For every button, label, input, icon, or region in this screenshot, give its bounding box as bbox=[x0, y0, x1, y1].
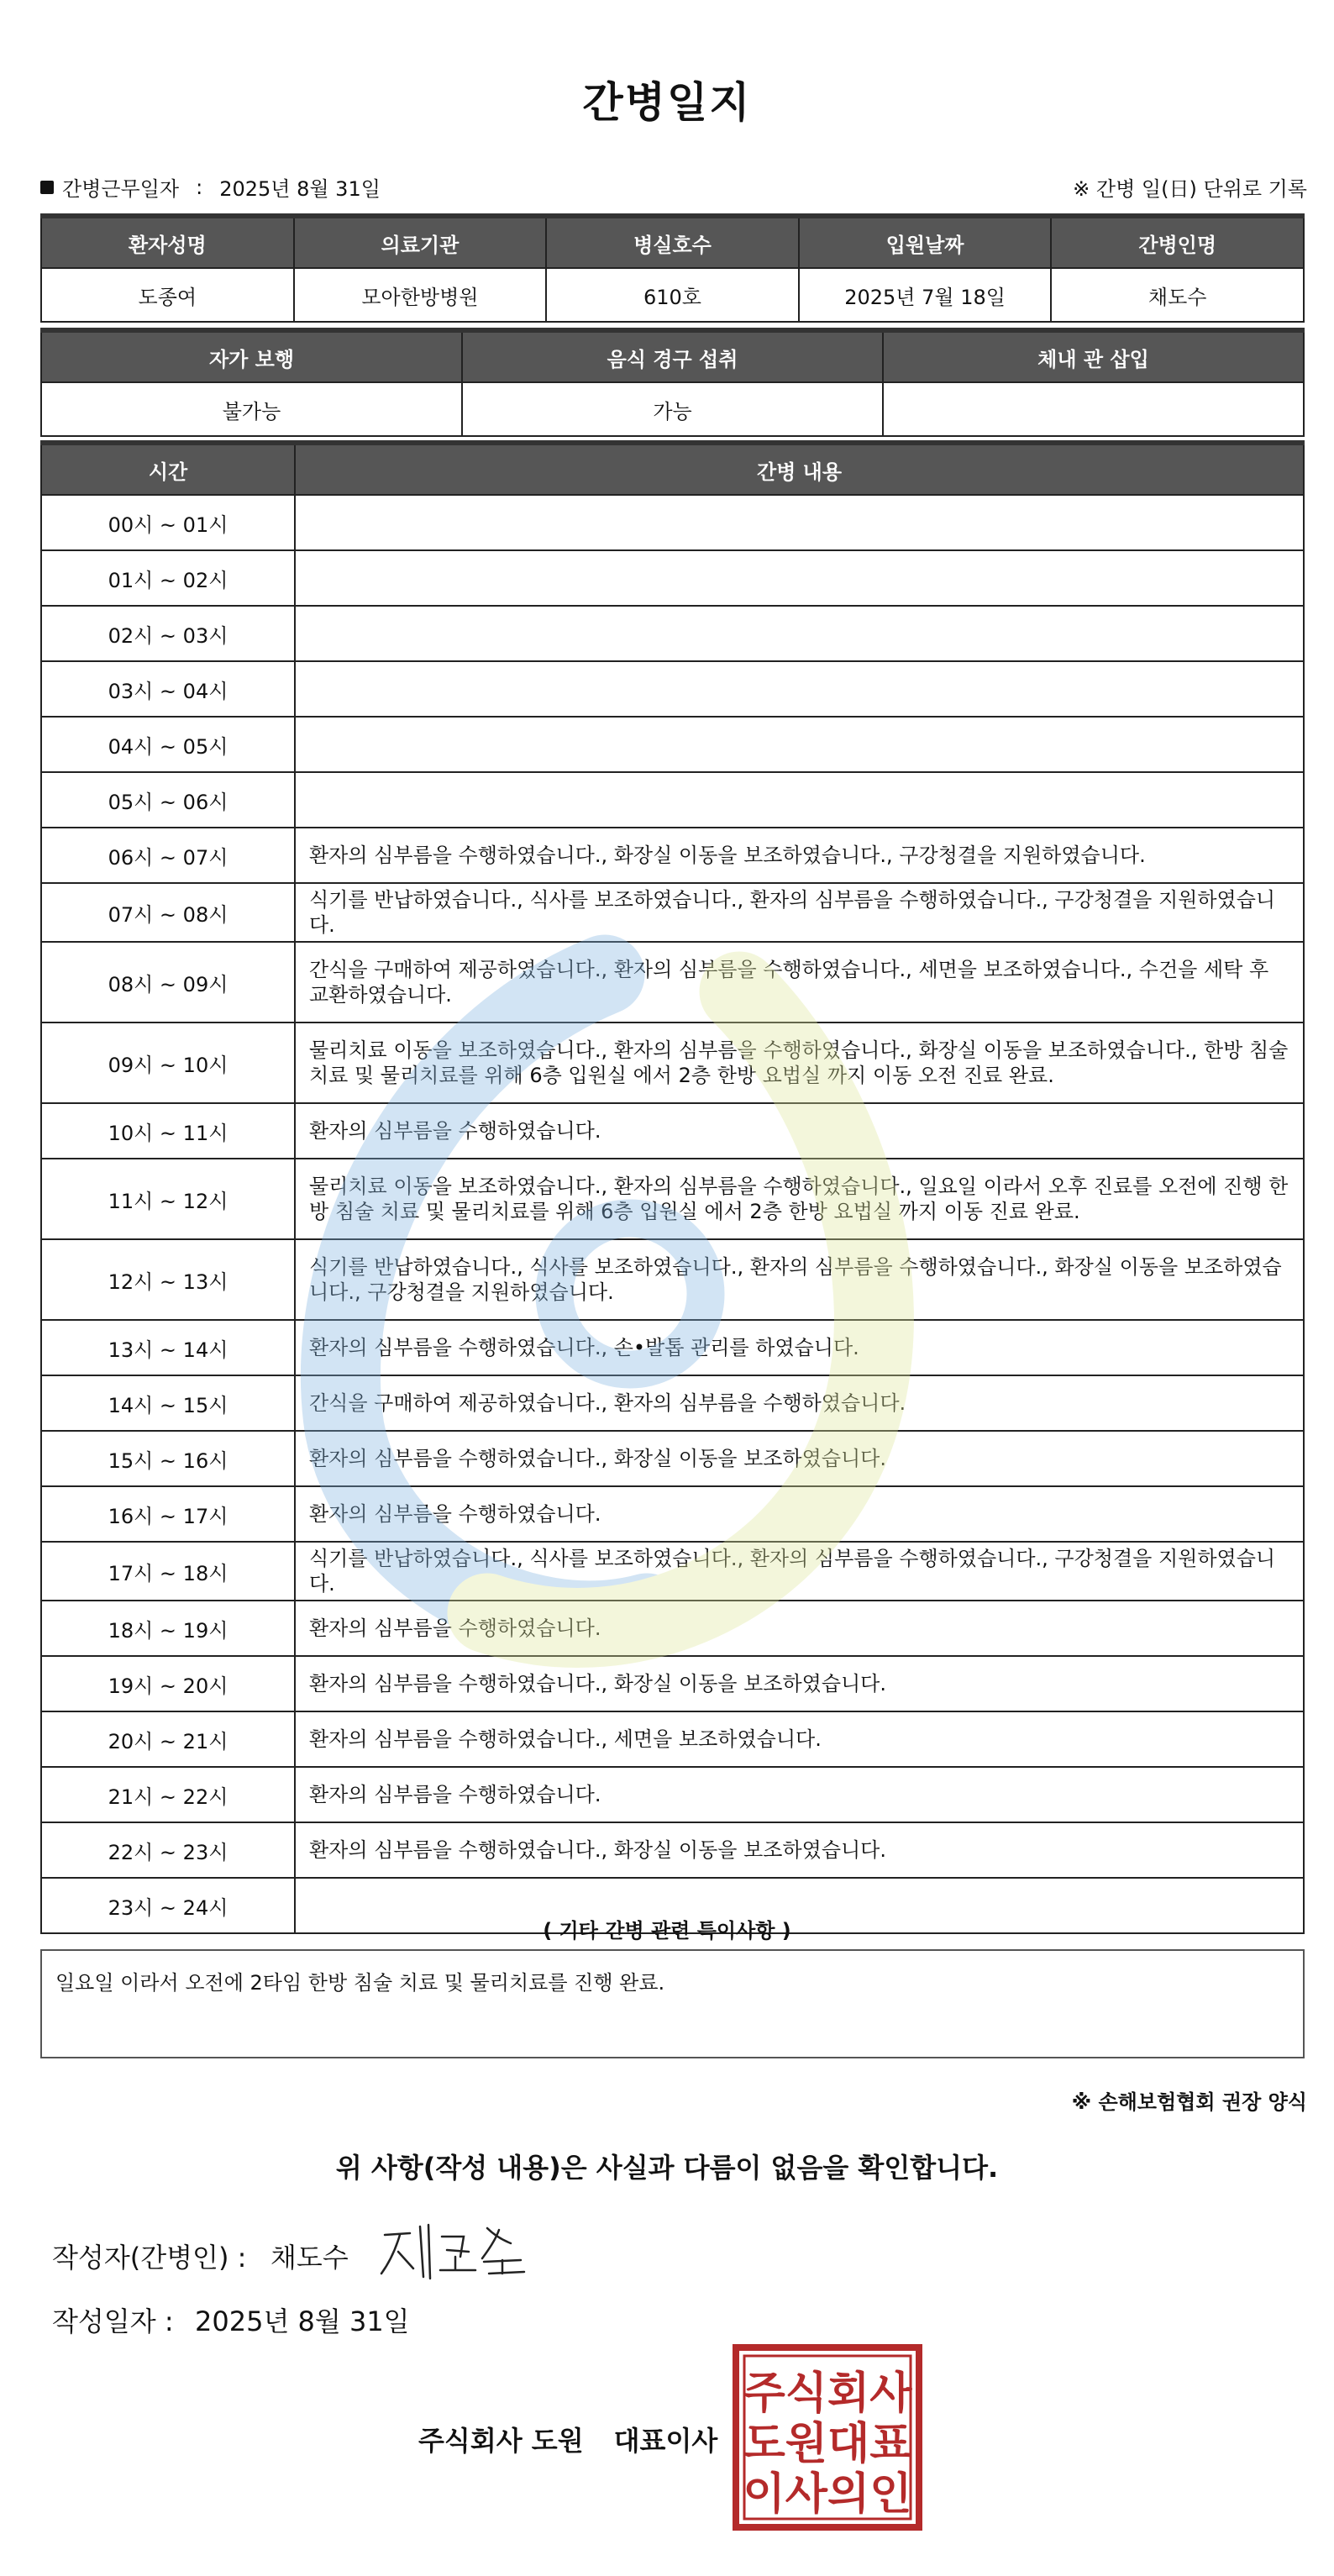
log-time-cell: 14시 ~ 15시 bbox=[41, 1375, 295, 1431]
log-content-cell: 물리치료 이동을 보조하였습니다., 환자의 심부름을 수행하였습니다., 화장실 이동을 보조하였습니다., 한방 침술 치료 및 물리치료를 위해 6층 입원실 에서 2층 한방 요법실 까지 이동 오전 진료 완료. bbox=[295, 1023, 1304, 1103]
log-content-cell: 간식을 구매하여 제공하였습니다., 환자의 심부름을 수행하였습니다. bbox=[295, 1375, 1304, 1431]
seal-line-2: 도원대표 bbox=[743, 2419, 912, 2469]
log-time-cell: 10시 ~ 11시 bbox=[41, 1103, 295, 1159]
log-content-cell: 간식을 구매하여 제공하였습니다., 환자의 심부름을 수행하였습니다., 세면을 보조하였습니다., 수건을 세탁 후 교환하였습니다. bbox=[295, 942, 1304, 1023]
patient-status-table bbox=[40, 328, 1305, 437]
written-date-label: 작성일자 : bbox=[52, 2305, 174, 2337]
log-content-cell: 식기를 반납하였습니다., 식사를 보조하였습니다., 환자의 심부름을 수행하였습니다., 구강청결을 지원하였습니다. bbox=[295, 1542, 1304, 1601]
writer-name: 채도수 bbox=[270, 2242, 349, 2274]
log-row bbox=[41, 828, 1304, 883]
log-time-cell: 21시 ~ 22시 bbox=[41, 1767, 295, 1822]
log-content-cell: 환자의 심부름을 수행하였습니다., 화장실 이동을 보조하였습니다., 구강청결을 지원하였습니다. bbox=[295, 828, 1304, 883]
header-care-content: 간병 내용 bbox=[295, 443, 1304, 495]
log-row bbox=[41, 1431, 1304, 1486]
company-signature-line bbox=[418, 2420, 717, 2458]
log-time-cell: 18시 ~ 19시 bbox=[41, 1601, 295, 1656]
log-row bbox=[41, 1542, 1304, 1601]
log-row bbox=[41, 1656, 1304, 1711]
log-content-cell: 환자의 심부름을 수행하였습니다., 손•발톱 관리를 하였습니다. bbox=[295, 1320, 1304, 1375]
special-notes-box bbox=[40, 1949, 1305, 2058]
log-time-cell: 03시 ~ 04시 bbox=[41, 661, 295, 717]
log-time-cell: 19시 ~ 20시 bbox=[41, 1656, 295, 1711]
header-patient-name: 환자성명 bbox=[41, 216, 294, 268]
header-time: 시간 bbox=[41, 443, 295, 495]
log-content-cell bbox=[295, 717, 1304, 772]
log-content-cell: 식기를 반납하였습니다., 식사를 보조하였습니다., 환자의 심부름을 수행하였습니다., 구강청결을 지원하였습니다. bbox=[295, 883, 1304, 942]
header-tube-insertion: 체내 관 삽입 bbox=[883, 330, 1304, 382]
log-row bbox=[41, 942, 1304, 1023]
log-row bbox=[41, 661, 1304, 717]
written-date-value: 2025년 8월 31일 bbox=[195, 2305, 410, 2337]
care-log-table bbox=[40, 440, 1305, 1934]
log-time-cell: 23시 ~ 24시 bbox=[41, 1878, 295, 1933]
recommendation-note: ※ 손해보험협회 권장 양식 bbox=[1071, 2090, 1307, 2114]
log-row bbox=[41, 1486, 1304, 1542]
log-content-cell: 환자의 심부름을 수행하였습니다. bbox=[295, 1486, 1304, 1542]
work-date-separator: : bbox=[196, 175, 203, 199]
log-time-cell: 07시 ~ 08시 bbox=[41, 883, 295, 942]
bullet-square-icon bbox=[40, 181, 54, 194]
log-content-cell: 물리치료 이동을 보조하였습니다., 환자의 심부름을 수행하였습니다., 일요일 이라서 오후 진료를 오전에 진행 한방 침술 치료 및 물리치료를 위해 6층 입원실 에서 2층 한방 요법실 까지 이동 진료 완료. bbox=[295, 1159, 1304, 1239]
log-time-cell: 09시 ~ 10시 bbox=[41, 1023, 295, 1103]
seal-line-3: 이사의인 bbox=[743, 2469, 912, 2520]
company-seal-stamp bbox=[733, 2344, 922, 2531]
log-content-cell: 환자의 심부름을 수행하였습니다., 화장실 이동을 보조하였습니다. bbox=[295, 1822, 1304, 1878]
header-self-walking: 자가 보행 bbox=[41, 330, 462, 382]
self-walking-value: 불가능 bbox=[41, 382, 462, 436]
log-time-cell: 16시 ~ 17시 bbox=[41, 1486, 295, 1542]
confirmation-statement: 위 사항(작성 내용)은 사실과 다름이 없음을 확인합니다. bbox=[335, 2152, 999, 2184]
company-name: 주식회사 도원 bbox=[418, 2425, 584, 2457]
tube-insertion-value bbox=[883, 382, 1304, 436]
log-row bbox=[41, 606, 1304, 661]
log-time-cell: 12시 ~ 13시 bbox=[41, 1239, 295, 1320]
log-row bbox=[41, 495, 1304, 550]
record-unit-note: ※ 간병 일(日) 단위로 기록 bbox=[1073, 177, 1307, 201]
log-content-cell bbox=[295, 772, 1304, 828]
seal-line-1: 주식회사 bbox=[743, 2368, 912, 2419]
log-content-cell: 환자의 심부름을 수행하였습니다. bbox=[295, 1601, 1304, 1656]
log-row bbox=[41, 1711, 1304, 1767]
log-row bbox=[41, 1239, 1304, 1320]
log-row bbox=[41, 772, 1304, 828]
oral-intake-value: 가능 bbox=[462, 382, 883, 436]
log-row bbox=[41, 1159, 1304, 1239]
header-institution: 의료기관 bbox=[294, 216, 547, 268]
log-content-cell bbox=[295, 495, 1304, 550]
work-date-label: 간병근무일자 bbox=[62, 177, 180, 201]
log-time-cell: 02시 ~ 03시 bbox=[41, 606, 295, 661]
log-row bbox=[41, 1822, 1304, 1878]
log-time-cell: 04시 ~ 05시 bbox=[41, 717, 295, 772]
work-date-row bbox=[40, 172, 381, 202]
written-date-row bbox=[52, 2300, 410, 2339]
log-row bbox=[41, 1320, 1304, 1375]
room-number-value: 610호 bbox=[546, 268, 799, 322]
log-time-cell: 05시 ~ 06시 bbox=[41, 772, 295, 828]
caregiver-name-value: 채도수 bbox=[1051, 268, 1304, 322]
page-title: 간병일지 bbox=[582, 78, 752, 127]
log-row bbox=[41, 1767, 1304, 1822]
patient-name-value: 도종여 bbox=[41, 268, 294, 322]
log-content-cell: 환자의 심부름을 수행하였습니다., 세면을 보조하였습니다. bbox=[295, 1711, 1304, 1767]
log-time-cell: 00시 ~ 01시 bbox=[41, 495, 295, 550]
log-row bbox=[41, 717, 1304, 772]
log-time-cell: 13시 ~ 14시 bbox=[41, 1320, 295, 1375]
writer-label: 작성자(간병인) : bbox=[52, 2242, 247, 2274]
log-row bbox=[41, 883, 1304, 942]
log-row bbox=[41, 1023, 1304, 1103]
writer-row bbox=[52, 2237, 349, 2275]
header-room-number: 병실호수 bbox=[546, 216, 799, 268]
company-role: 대표이사 bbox=[613, 2425, 718, 2457]
patient-info-table bbox=[40, 213, 1305, 323]
special-notes-text: 일요일 이라서 오전에 2타임 한방 침술 치료 및 물리치료를 진행 완료. bbox=[55, 1971, 665, 1995]
work-date-value: 2025년 8월 31일 bbox=[219, 177, 381, 201]
log-content-cell bbox=[295, 606, 1304, 661]
log-row bbox=[41, 550, 1304, 606]
log-time-cell: 06시 ~ 07시 bbox=[41, 828, 295, 883]
log-content-cell bbox=[295, 661, 1304, 717]
handwritten-signature bbox=[376, 2218, 536, 2285]
log-content-cell: 환자의 심부름을 수행하였습니다. bbox=[295, 1767, 1304, 1822]
log-time-cell: 01시 ~ 02시 bbox=[41, 550, 295, 606]
log-time-cell: 15시 ~ 16시 bbox=[41, 1431, 295, 1486]
log-time-cell: 17시 ~ 18시 bbox=[41, 1542, 295, 1601]
log-row bbox=[41, 1103, 1304, 1159]
header-oral-intake: 음식 경구 섭취 bbox=[462, 330, 883, 382]
log-time-cell: 22시 ~ 23시 bbox=[41, 1822, 295, 1878]
special-notes-title: ( 기타 간병 관련 특이사항 ) bbox=[543, 1919, 791, 1943]
log-row bbox=[41, 1375, 1304, 1431]
log-content-cell: 환자의 심부름을 수행하였습니다., 화장실 이동을 보조하였습니다. bbox=[295, 1431, 1304, 1486]
log-row bbox=[41, 1601, 1304, 1656]
log-content-cell bbox=[295, 550, 1304, 606]
log-time-cell: 20시 ~ 21시 bbox=[41, 1711, 295, 1767]
header-admission-date: 입원날짜 bbox=[799, 216, 1052, 268]
log-time-cell: 08시 ~ 09시 bbox=[41, 942, 295, 1023]
institution-value: 모아한방병원 bbox=[294, 268, 547, 322]
log-time-cell: 11시 ~ 12시 bbox=[41, 1159, 295, 1239]
header-caregiver-name: 간병인명 bbox=[1051, 216, 1304, 268]
log-content-cell: 환자의 심부름을 수행하였습니다. bbox=[295, 1103, 1304, 1159]
admission-date-value: 2025년 7월 18일 bbox=[799, 268, 1052, 322]
log-content-cell: 환자의 심부름을 수행하였습니다., 화장실 이동을 보조하였습니다. bbox=[295, 1656, 1304, 1711]
log-content-cell: 식기를 반납하였습니다., 식사를 보조하였습니다., 환자의 심부름을 수행하였습니다., 화장실 이동을 보조하였습니다., 구강청결을 지원하였습니다. bbox=[295, 1239, 1304, 1320]
